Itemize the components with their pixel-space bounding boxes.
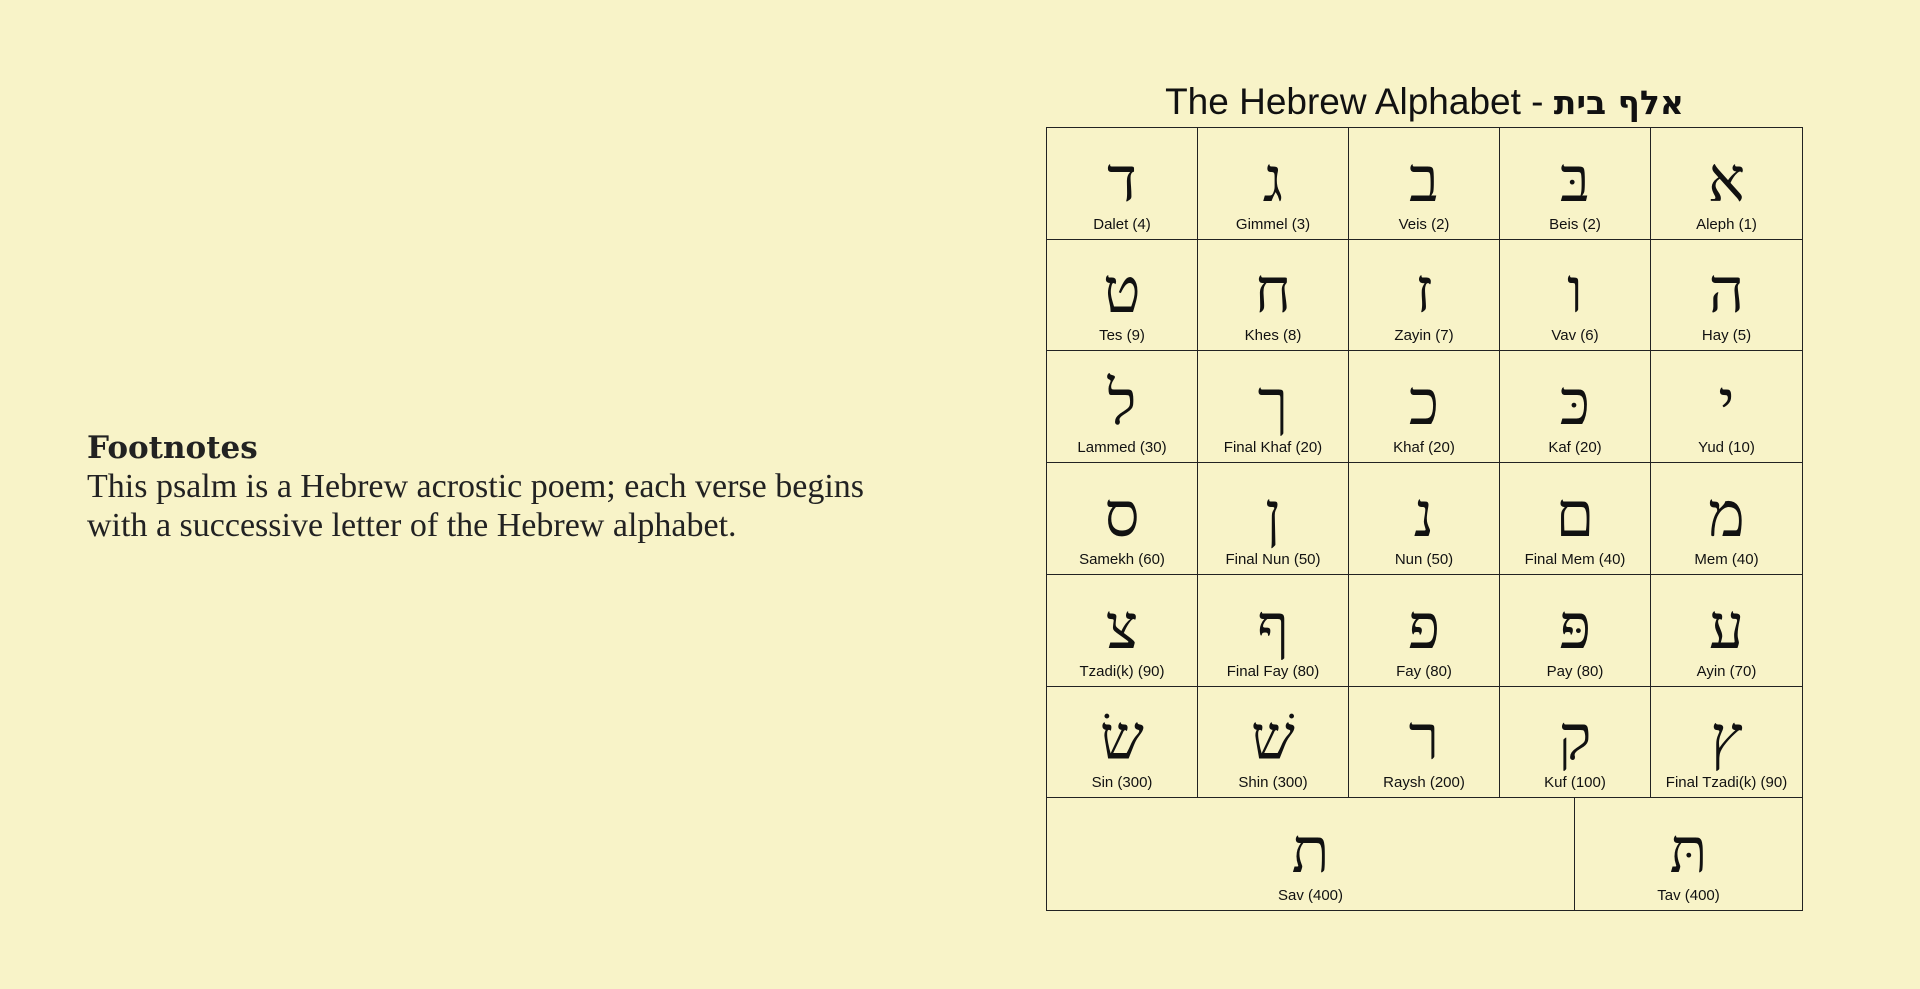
letter-cell (1349, 687, 1500, 799)
letter-glyph: א (1707, 142, 1746, 216)
letter-cell (1651, 463, 1802, 575)
letter-glyph: כּ (1559, 366, 1591, 440)
letter-label: Raysh (200) (1383, 774, 1465, 792)
letter-cell (1500, 575, 1651, 687)
letter-glyph: תּ (1669, 814, 1708, 887)
letter-cell (1047, 351, 1198, 463)
letter-glyph: בּ (1560, 142, 1590, 216)
letter-label: Final Mem (40) (1524, 550, 1626, 568)
letter-cell (1198, 575, 1349, 687)
letter-label: Gimmel (3) (1235, 215, 1311, 233)
letter-label: Veis (2) (1398, 215, 1450, 233)
letter-glyph: ס (1104, 477, 1140, 551)
letter-glyph: ג (1262, 142, 1284, 216)
letter-label: Tzadi(k) (90) (1079, 662, 1165, 680)
letter-glyph: ב (1409, 142, 1439, 216)
letter-label: Final Khaf (20) (1223, 439, 1323, 457)
letter-cell (1198, 128, 1349, 240)
letter-label: Khaf (20) (1393, 439, 1455, 457)
letter-glyph: ה (1708, 254, 1745, 328)
letter-cell (1500, 687, 1651, 799)
letter-label: Ayin (70) (1696, 662, 1757, 680)
letter-cell (1047, 687, 1198, 799)
letter-cell (1500, 240, 1651, 352)
letter-cell (1047, 798, 1575, 910)
letter-cell (1651, 128, 1802, 240)
alphabet-title (1046, 80, 1803, 125)
letter-glyph: צ (1105, 589, 1139, 663)
letter-label: Zayin (7) (1394, 327, 1454, 345)
letter-cell (1198, 687, 1349, 799)
letter-cell (1651, 351, 1802, 463)
hebrew-alphabet-table (1046, 127, 1803, 911)
letter-glyph: ת (1291, 814, 1330, 887)
letter-label: Samekh (60) (1079, 550, 1165, 568)
letter-cell (1047, 463, 1198, 575)
footnotes-section (87, 429, 907, 545)
letter-cell (1198, 351, 1349, 463)
letter-cell (1198, 240, 1349, 352)
letter-cell (1349, 575, 1500, 687)
letter-glyph: ף (1256, 589, 1290, 663)
letter-cell (1198, 463, 1349, 575)
letter-label: Aleph (1) (1696, 215, 1757, 233)
alphabet-title-hebrew: אלף בית (1553, 83, 1684, 122)
letter-cell (1047, 575, 1198, 687)
letter-label: Khes (8) (1244, 327, 1302, 345)
letter-label: Hay (5) (1701, 327, 1752, 345)
letter-glyph: ו (1567, 254, 1583, 328)
letter-glyph: ץ (1710, 701, 1743, 775)
letter-cell (1349, 128, 1500, 240)
letter-cell (1500, 351, 1651, 463)
letter-glyph: ם (1555, 477, 1595, 551)
letter-cell (1349, 463, 1500, 575)
letter-glyph: פּ (1558, 589, 1592, 663)
letter-glyph: ע (1708, 589, 1745, 663)
letter-cell (1575, 798, 1802, 910)
letter-label: Fay (80) (1396, 662, 1452, 680)
letter-cell (1651, 240, 1802, 352)
letter-cell (1349, 240, 1500, 352)
letter-label: Pay (80) (1546, 662, 1604, 680)
letter-glyph: ד (1107, 142, 1137, 216)
letter-glyph: ל (1107, 366, 1137, 440)
letter-label: Tes (9) (1099, 327, 1145, 345)
letter-label: Shin (300) (1238, 774, 1308, 792)
letter-glyph: מ (1708, 477, 1745, 551)
letter-cell (1500, 128, 1651, 240)
letter-glyph: ן (1265, 477, 1281, 551)
letter-glyph: ז (1415, 254, 1433, 328)
letter-label: Final Nun (50) (1225, 550, 1321, 568)
letter-cell (1047, 128, 1198, 240)
letter-label: Vav (6) (1551, 327, 1599, 345)
letter-label: Kuf (100) (1544, 774, 1606, 792)
alphabet-title-text: The Hebrew Alphabet - (1165, 81, 1554, 122)
letter-cell (1047, 240, 1198, 352)
letter-label: Sin (300) (1091, 774, 1153, 792)
letter-label: Dalet (4) (1093, 215, 1151, 233)
letter-label: Sav (400) (1277, 887, 1344, 904)
letter-label: Mem (40) (1694, 550, 1759, 568)
letter-glyph: י (1718, 366, 1735, 440)
letter-label: Tav (400) (1657, 887, 1720, 904)
letter-label: Kaf (20) (1548, 439, 1602, 457)
footnotes-body: This psalm is a Hebrew acrostic poem; each verse begins with a successive letter of the Hebrew alphabet. (87, 468, 865, 544)
letter-cell (1651, 687, 1802, 799)
letter-label: Final Tzadi(k) (90) (1665, 774, 1788, 792)
letter-glyph: פ (1407, 589, 1441, 663)
letter-cell (1651, 575, 1802, 687)
letter-cell (1349, 351, 1500, 463)
letter-glyph: ק (1558, 701, 1592, 775)
letter-glyph: ח (1254, 254, 1292, 328)
letter-label: Yud (10) (1698, 439, 1755, 457)
letter-glyph: ט (1103, 254, 1141, 328)
letter-glyph: ך (1257, 366, 1289, 440)
letter-label: Beis (2) (1549, 215, 1601, 233)
footnotes-title: Footnotes (87, 430, 258, 466)
letter-glyph: ר (1408, 701, 1440, 775)
letter-glyph: שׁ (1251, 701, 1295, 775)
letter-label: Nun (50) (1394, 550, 1454, 568)
letter-glyph: שׂ (1100, 701, 1144, 775)
letter-glyph: נ (1413, 477, 1435, 551)
letter-cell (1500, 463, 1651, 575)
letter-glyph: כ (1408, 366, 1440, 440)
letter-label: Final Fay (80) (1226, 662, 1320, 680)
letter-label: Lammed (30) (1077, 439, 1167, 457)
